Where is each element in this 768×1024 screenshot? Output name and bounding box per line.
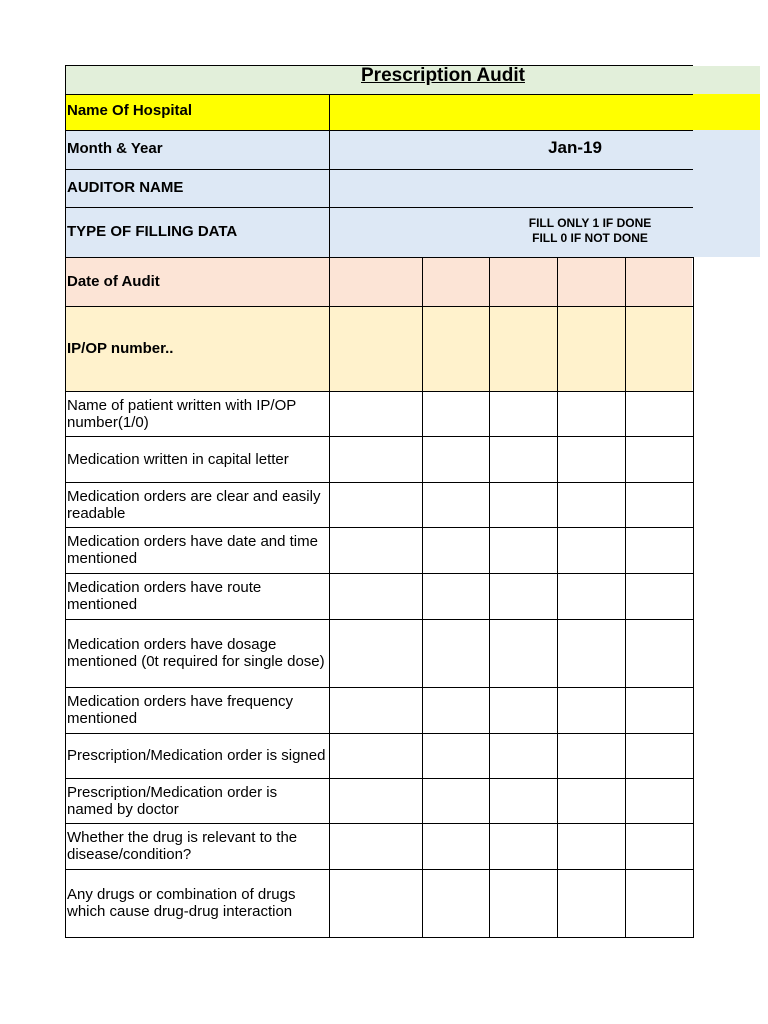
audit-entry-cell[interactable] (422, 823, 490, 870)
audit-entry-cell[interactable] (422, 436, 490, 483)
audit-entry-cell[interactable] (489, 436, 558, 483)
audit-entry-cell[interactable] (625, 257, 694, 307)
month-value: Jan-19 (548, 138, 602, 157)
audit-entry-cell[interactable] (625, 527, 694, 574)
audit-entry-cell[interactable] (422, 527, 490, 574)
audit-entry-cell[interactable] (557, 619, 626, 688)
audit-entry-cell[interactable] (329, 391, 423, 437)
criterion-label: Name of patient written with IP/OP number(1/0) (67, 396, 296, 431)
month-label: Month & Year (67, 140, 163, 157)
criterion-label: Prescription/Medication order is named by doctor (67, 783, 278, 818)
audit-entry-cell[interactable] (489, 733, 558, 779)
audit-entry-cell[interactable] (625, 391, 694, 437)
audit-entry-cell[interactable] (557, 391, 626, 437)
filling-note-line1: FILL ONLY 1 IF DONE (528, 216, 652, 230)
hospital-label: Name Of Hospital (67, 102, 193, 119)
audit-entry-cell[interactable] (625, 823, 694, 870)
audit-entry-cell[interactable] (557, 869, 626, 938)
audit-entry-cell[interactable] (422, 778, 490, 824)
audit-entry-cell[interactable] (625, 573, 694, 620)
audit-entry-cell[interactable] (329, 257, 423, 307)
audit-entry-cell[interactable] (557, 733, 626, 779)
audit-entry-cell[interactable] (557, 306, 626, 392)
audit-entry-cell[interactable] (329, 619, 423, 688)
criterion-label: Any drugs or combination of drugs which cause drug-drug interaction (67, 886, 296, 920)
audit-entry-cell[interactable] (557, 257, 626, 307)
audit-entry-cell[interactable] (625, 778, 694, 824)
audit-entry-cell[interactable] (489, 391, 558, 437)
audit-entry-cell[interactable] (329, 306, 423, 392)
audit-entry-cell[interactable] (625, 733, 694, 779)
audit-entry-cell[interactable] (489, 306, 558, 392)
audit-entry-cell[interactable] (329, 573, 423, 620)
audit-entry-cell[interactable] (422, 733, 490, 779)
auditor-label: AUDITOR NAME (67, 179, 184, 196)
audit-entry-cell[interactable] (557, 482, 626, 528)
audit-entry-cell[interactable] (489, 869, 558, 938)
audit-entry-cell[interactable] (557, 527, 626, 574)
criterion-label: Medication orders have route mentioned (67, 579, 262, 613)
audit-entry-cell[interactable] (422, 869, 490, 938)
audit-entry-cell[interactable] (557, 573, 626, 620)
audit-entry-cell[interactable] (422, 687, 490, 734)
criterion-label: Medication orders are clear and easily readable (67, 487, 321, 522)
audit-entry-cell[interactable] (625, 482, 694, 528)
criterion-label: Medication orders have dosage mentioned (0t required for single dose) (67, 636, 325, 670)
auditor-value-cell[interactable] (329, 169, 693, 208)
audit-entry-cell[interactable] (329, 778, 423, 824)
audit-entry-cell[interactable] (422, 482, 490, 528)
audit-entry-cell[interactable] (557, 687, 626, 734)
criterion-label: Whether the drug is relevant to the disease/condition? (67, 829, 298, 863)
audit-entry-cell[interactable] (329, 823, 423, 870)
audit-entry-cell[interactable] (489, 527, 558, 574)
audit-entry-cell[interactable] (557, 823, 626, 870)
filling-note-line2: FILL 0 IF NOT DONE (532, 231, 648, 245)
audit-entry-cell[interactable] (489, 778, 558, 824)
audit-entry-cell[interactable] (557, 436, 626, 483)
audit-entry-cell[interactable] (489, 687, 558, 734)
audit-entry-cell[interactable] (329, 436, 423, 483)
audit-entry-cell[interactable] (557, 778, 626, 824)
ipop-number-label: IP/OP number.. (67, 340, 174, 357)
audit-entry-cell[interactable] (489, 482, 558, 528)
audit-entry-cell[interactable] (329, 687, 423, 734)
audit-entry-cell[interactable] (625, 306, 694, 392)
audit-entry-cell[interactable] (329, 733, 423, 779)
hospital-value-cell[interactable] (329, 94, 693, 131)
audit-entry-cell[interactable] (625, 687, 694, 734)
audit-entry-cell[interactable] (625, 869, 694, 938)
criterion-label: Medication orders have frequency mentioned (67, 693, 293, 727)
audit-entry-cell[interactable] (329, 527, 423, 574)
audit-entry-cell[interactable] (489, 573, 558, 620)
criterion-label: Prescription/Medication order is signed (67, 747, 326, 764)
audit-entry-cell[interactable] (329, 869, 423, 938)
audit-entry-cell[interactable] (489, 619, 558, 688)
audit-entry-cell[interactable] (422, 619, 490, 688)
date-of-audit-label: Date of Audit (67, 273, 160, 290)
audit-entry-cell[interactable] (625, 436, 694, 483)
audit-entry-cell[interactable] (422, 257, 490, 307)
audit-entry-cell[interactable] (625, 619, 694, 688)
criterion-label: Medication orders have date and time mentioned (67, 533, 318, 567)
audit-entry-cell[interactable] (489, 823, 558, 870)
audit-entry-cell[interactable] (422, 573, 490, 620)
audit-entry-cell[interactable] (422, 391, 490, 437)
filling-label: TYPE OF FILLING DATA (67, 223, 238, 240)
page-title: Prescription Audit (361, 65, 525, 86)
audit-entry-cell[interactable] (422, 306, 490, 392)
audit-entry-cell[interactable] (489, 257, 558, 307)
audit-entry-cell[interactable] (329, 482, 423, 528)
criterion-label: Medication written in capital letter (67, 450, 289, 468)
